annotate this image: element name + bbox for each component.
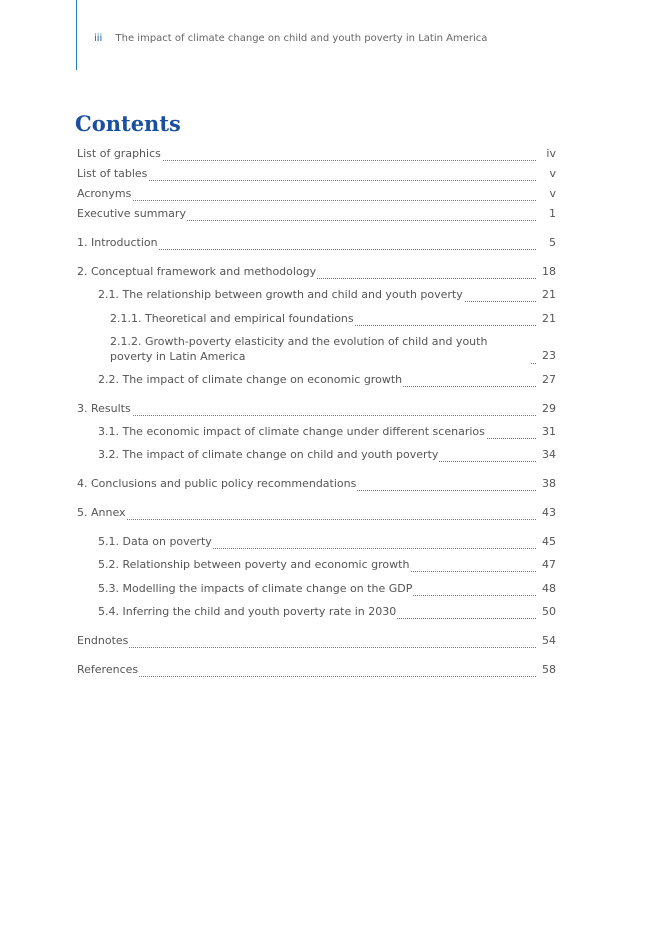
toc-entry-label: Endnotes [77,634,129,647]
toc-entry-references[interactable] [77,663,556,681]
toc-entry-label: 1. Introduction [77,236,158,249]
toc-entry-page: 45 [542,535,556,548]
toc-entry-acronyms[interactable] [77,187,556,205]
toc-entry-page: 47 [542,558,556,571]
header-document-title: The impact of climate change on child and youth poverty in Latin America [115,33,488,44]
toc-entry-page: 18 [542,265,556,278]
toc-entry-conceptual-framework[interactable] [77,265,556,283]
toc-entry-section-2-1-2[interactable] [77,334,556,368]
toc-entry-conclusions[interactable] [77,477,556,495]
toc-entry-annex[interactable] [77,506,556,524]
toc-entry-section-2-1-1[interactable] [77,312,556,330]
toc-entry-executive-summary[interactable] [77,207,556,225]
toc-entry-label: 2.1.2. Growth-poverty elasticity and the evolution of child and youth poverty in Latin America [110,334,531,364]
leader-dots [155,160,536,161]
leader-dots [127,415,536,416]
toc-entry-label: Executive summary [77,207,186,220]
leader-dots [129,200,536,201]
toc-entry-section-5-3[interactable] [77,582,556,600]
toc-entry-section-5-4[interactable] [77,605,556,623]
leader-dots [155,249,536,250]
toc-entry-page: 1 [549,207,556,220]
toc-entry-label: 3.2. The impact of climate change on child and youth poverty [98,448,439,461]
toc-entry-label: 2.1. The relationship between growth and child and youth poverty [98,288,463,301]
toc-entry-page: 31 [542,425,556,438]
toc-entry-section-5-2[interactable] [77,558,556,576]
leader-dots [127,647,536,648]
toc-entry-page: 48 [542,582,556,595]
header-page-number: iii [94,33,103,44]
toc-entry-page: 54 [542,634,556,647]
toc-entry-page: iv [546,147,556,160]
toc-entry-label: 5.3. Modelling the impacts of climate change on the GDP [98,582,413,595]
toc-entry-page: 29 [542,402,556,415]
running-header [94,33,487,44]
toc-entry-section-2-1[interactable] [77,288,556,306]
toc-entry-label: 2.2. The impact of climate change on economic growth [98,373,403,386]
toc-entry-label: List of tables [77,167,148,180]
toc-entry-page: 23 [542,349,556,362]
toc-entry-label: 5.1. Data on poverty [98,535,212,548]
contents-heading: Contents [75,111,181,136]
toc-entry-page: 27 [542,373,556,386]
toc-entry-page: 50 [542,605,556,618]
toc-entry-label: Acronyms [77,187,132,200]
leader-dots [393,571,536,572]
toc-entry-page: v [549,187,556,200]
toc-entry-label: 4. Conclusions and public policy recommendations [77,477,357,490]
toc-entry-label: List of graphics [77,147,161,160]
leader-dots [377,618,536,619]
toc-entry-page: v [549,167,556,180]
toc-entry-list-of-tables[interactable] [77,167,556,185]
leader-dots [123,519,536,520]
toc-entry-introduction[interactable] [77,236,556,254]
header-rule [76,0,77,70]
toc-entry-label: 5. Annex [77,506,126,519]
toc-entry-label: References [77,663,139,676]
leader-dots [205,548,536,549]
toc-entry-endnotes[interactable] [77,634,556,652]
toc-entry-section-3-2[interactable] [77,448,556,466]
toc-entry-label: 3. Results [77,402,131,415]
toc-entry-page: 21 [542,288,556,301]
toc-entry-list-of-graphics[interactable] [77,147,556,165]
toc-entry-page: 43 [542,506,556,519]
toc-entry-section-5-1[interactable] [77,535,556,553]
toc-entry-label: 3.1. The economic impact of climate change under different scenarios [98,425,485,438]
leader-dots [305,278,536,279]
leader-dots [179,220,536,221]
leader-dots [143,180,536,181]
toc-entry-label: 2.1.1. Theoretical and empirical foundations [110,312,354,325]
toc-entry-page: 5 [549,236,556,249]
toc-entry-section-2-2[interactable] [77,373,556,391]
toc-entry-section-3-1[interactable] [77,425,556,443]
leader-dots [135,676,536,677]
toc-entry-label: 5.4. Inferring the child and youth poverty rate in 2030 [98,605,397,618]
toc-entry-page: 38 [542,477,556,490]
leader-dots [383,386,536,387]
toc-entry-page: 58 [542,663,556,676]
leader-dots [342,490,536,491]
toc-entry-label: 5.2. Relationship between poverty and economic growth [98,558,410,571]
toc-entry-page: 34 [542,448,556,461]
toc-entry-label: 2. Conceptual framework and methodology [77,265,317,278]
leader-dots [339,325,536,326]
leader-dots [395,595,536,596]
toc-entry-results[interactable] [77,402,556,420]
toc-entry-page: 21 [542,312,556,325]
